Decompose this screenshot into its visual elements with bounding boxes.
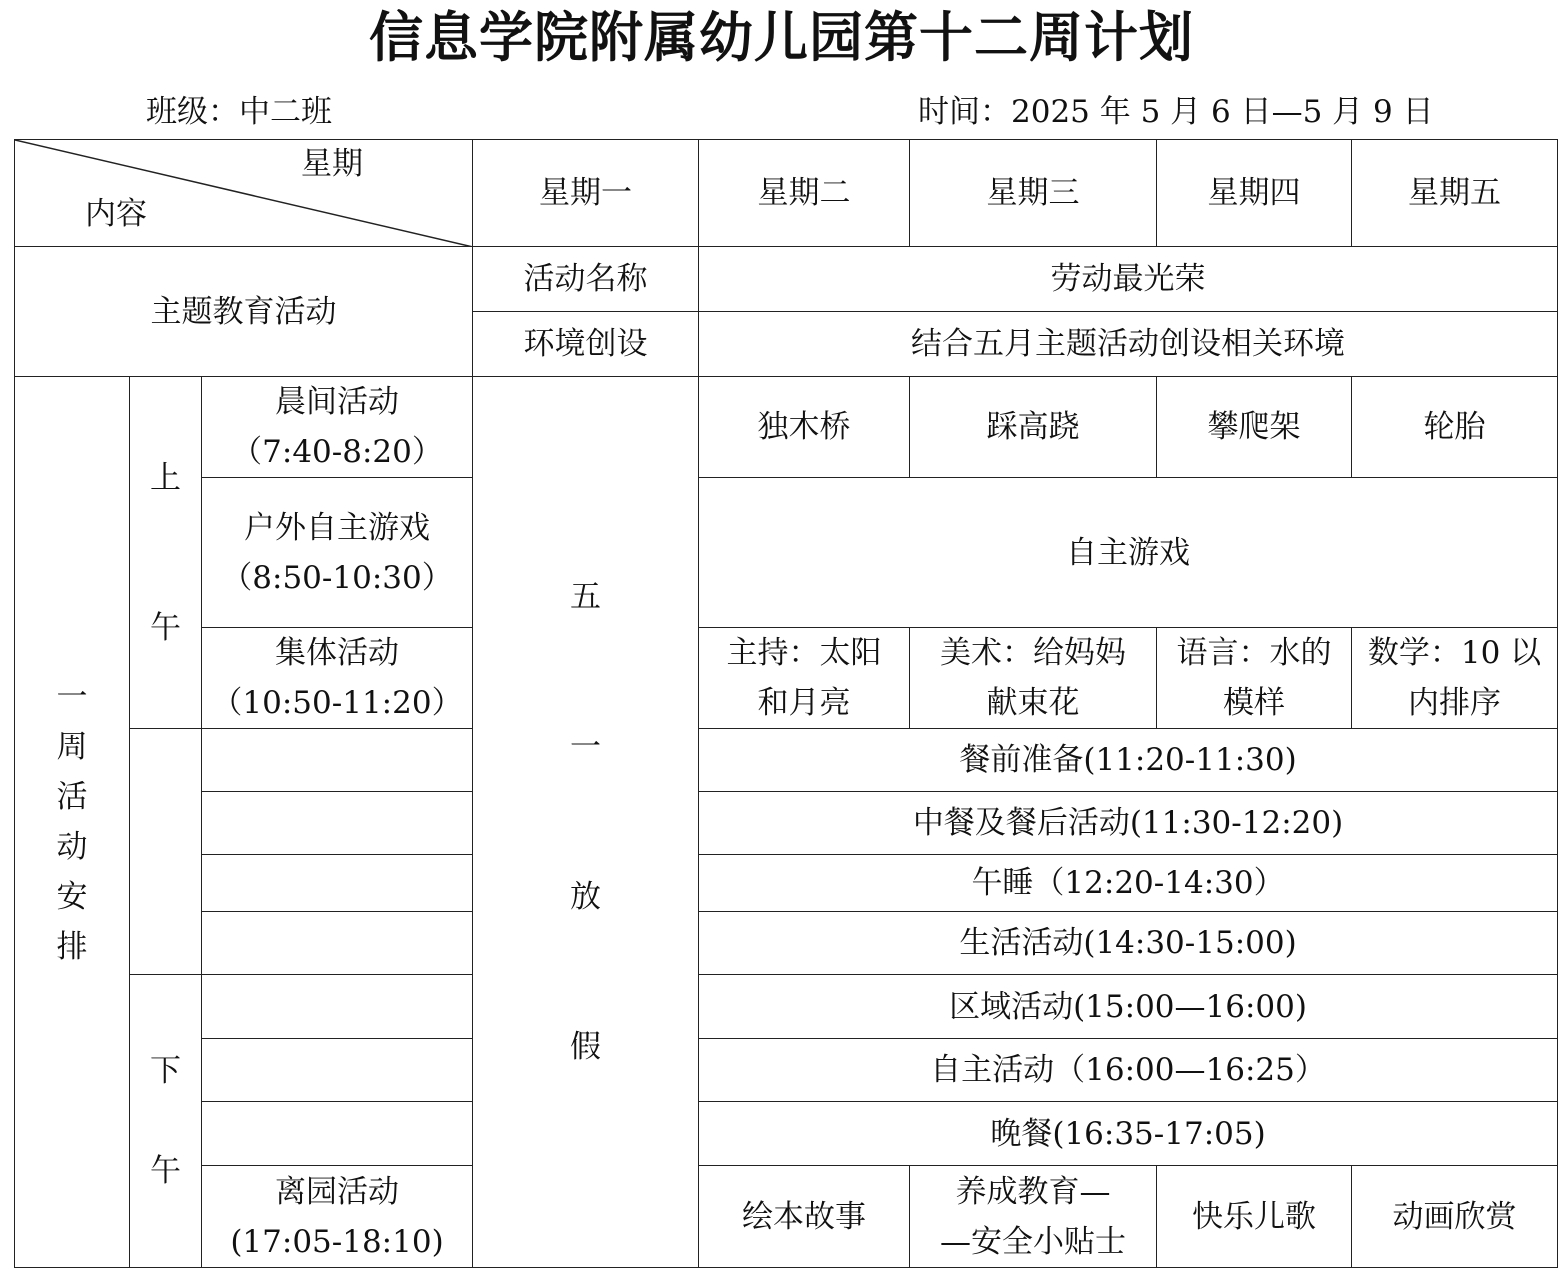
group-activity-wed-line2: 献束花 — [986, 685, 1080, 721]
diagonal-line — [15, 140, 473, 247]
day-header-wed: 星期三 — [910, 140, 1157, 247]
outdoor-game-time: （8:50-10:30） — [221, 559, 453, 596]
day-header-fri: 星期五 — [1352, 140, 1558, 247]
leave-activity-fri: 动画欣赏 — [1352, 1166, 1558, 1268]
daily-row-value: 餐前准备(11:20-11:30) — [699, 729, 1558, 792]
group-activity-tue-line2: 和月亮 — [757, 685, 851, 721]
daily-row-label-empty — [202, 855, 473, 912]
corner-label-content: 内容 — [85, 196, 147, 232]
daily-row — [15, 912, 1558, 975]
daily-row — [15, 855, 1558, 912]
daily-row — [15, 975, 1558, 1039]
group-activity-thu-line2: 模样 — [1223, 685, 1286, 721]
morning-activity-name: 晨间活动 — [275, 384, 399, 420]
leave-activity-thu: 快乐儿歌 — [1157, 1166, 1352, 1268]
theme-row-name — [15, 247, 1558, 312]
leave-activity-name: 离园活动 — [275, 1173, 399, 1210]
group-activity-tue-line1: 主持：太阳 — [726, 635, 882, 671]
outdoor-game-label — [202, 478, 473, 628]
week-label-cell — [15, 377, 130, 1268]
leave-activity-row — [15, 1166, 1558, 1268]
daily-row-label-empty — [202, 1102, 473, 1166]
afternoon-label-cell — [130, 975, 202, 1268]
daily-row-label-empty — [202, 975, 473, 1039]
leave-activity-label — [202, 1166, 473, 1268]
group-activity-wed — [910, 628, 1157, 729]
corner-header-cell — [15, 140, 473, 247]
class-label: 班级：中二班 — [146, 94, 332, 130]
morning-item-fri: 轮胎 — [1352, 377, 1558, 478]
date-label: 时间：2025 年 5 月 6 日—5 月 9 日 — [918, 94, 1434, 130]
afternoon-label: 下午 — [150, 1053, 181, 1189]
midday-period-cell — [130, 729, 202, 975]
header-row — [15, 140, 1558, 247]
day-header-mon: 星期一 — [473, 140, 699, 247]
outdoor-game-value: 自主游戏 — [699, 478, 1558, 628]
morning-activity-label — [202, 377, 473, 478]
daily-row-label-empty — [202, 912, 473, 975]
theme-label: 主题教育活动 — [15, 247, 473, 377]
group-activity-tue — [699, 628, 910, 729]
day-header-tue: 星期二 — [699, 140, 910, 247]
morning-item-thu: 攀爬架 — [1157, 377, 1352, 478]
holiday-cell — [473, 377, 699, 1268]
group-activity-time: （10:50-11:20） — [211, 685, 463, 721]
leave-activity-wed — [910, 1166, 1157, 1268]
leave-activity-time: (17:05-18:10) — [230, 1223, 444, 1260]
page-title: 信息学院附属幼儿园第十二周计划 — [369, 6, 1194, 69]
daily-row-value: 区域活动(15:00—16:00) — [699, 975, 1558, 1039]
daily-row — [15, 792, 1558, 855]
daily-row — [15, 729, 1558, 792]
morning-item-tue: 独木桥 — [699, 377, 910, 478]
day-header-thu: 星期四 — [1157, 140, 1352, 247]
daily-row-value: 中餐及餐后活动(11:30-12:20) — [699, 792, 1558, 855]
group-activity-thu-line1: 语言：水的 — [1176, 635, 1332, 671]
daily-row-value: 生活活动(14:30-15:00) — [699, 912, 1558, 975]
group-activity-name: 集体活动 — [275, 635, 399, 671]
morning-label: 上午 — [150, 459, 181, 646]
holiday-label: 五一放假 — [570, 579, 602, 1065]
leave-activity-tue: 绘本故事 — [699, 1166, 910, 1268]
group-activity-wed-line1: 美术：给妈妈 — [940, 635, 1127, 671]
week-label: 一周活动安排 — [56, 679, 88, 965]
leave-activity-wed-line1: 养成教育— — [955, 1173, 1111, 1210]
morning-activity-row — [15, 377, 1558, 478]
daily-row-label-empty — [202, 792, 473, 855]
group-activity-thu — [1157, 628, 1352, 729]
daily-row-value: 晚餐(16:35-17:05) — [699, 1102, 1558, 1166]
activity-name-value: 劳动最光荣 — [699, 247, 1558, 312]
group-activity-fri — [1352, 628, 1558, 729]
morning-label-cell — [130, 377, 202, 729]
daily-row — [15, 1102, 1558, 1166]
weekly-plan-table — [14, 139, 1558, 1268]
daily-row-label-empty — [202, 1039, 473, 1102]
corner-label-week: 星期 — [301, 146, 363, 182]
activity-name-label: 活动名称 — [473, 247, 699, 312]
daily-row-value: 午睡（12:20-14:30） — [699, 855, 1558, 912]
environment-value: 结合五月主题活动创设相关环境 — [699, 312, 1558, 377]
daily-row-label-empty — [202, 729, 473, 792]
daily-row — [15, 1039, 1558, 1102]
morning-activity-time: （7:40-8:20） — [231, 434, 443, 470]
group-activity-row — [15, 628, 1558, 729]
group-activity-fri-line1: 数学：10 以 — [1367, 635, 1542, 671]
group-activity-label — [202, 628, 473, 729]
environment-label: 环境创设 — [473, 312, 699, 377]
outdoor-game-name: 户外自主游戏 — [244, 509, 430, 546]
morning-item-wed: 踩高跷 — [910, 377, 1157, 478]
group-activity-fri-line2: 内排序 — [1408, 685, 1502, 721]
daily-row-value: 自主活动（16:00—16:25） — [699, 1039, 1558, 1102]
outdoor-game-row — [15, 478, 1558, 628]
leave-activity-wed-line2: —安全小贴士 — [940, 1223, 1127, 1260]
